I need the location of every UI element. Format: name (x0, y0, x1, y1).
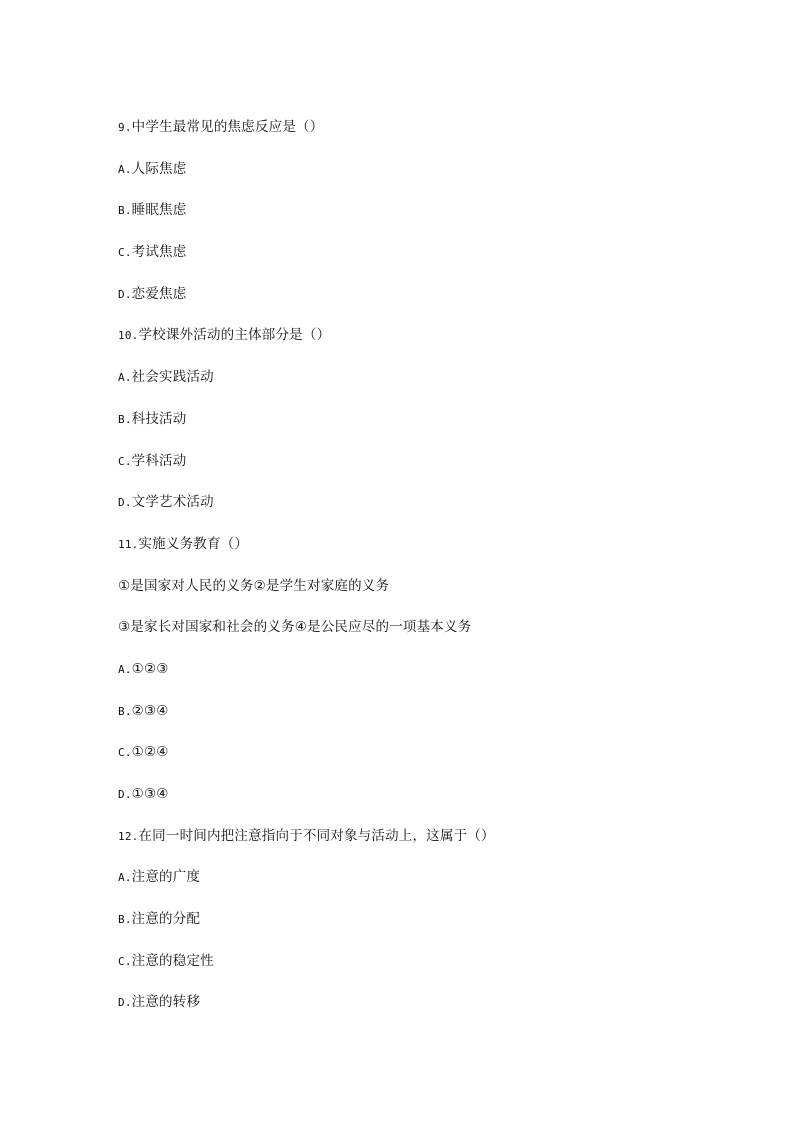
option-text: 文学艺术活动 (131, 494, 214, 511)
question-10-option-b (118, 409, 718, 451)
option-text: 考试焦虑 (131, 244, 187, 261)
question-text: 实施义务教育（） (138, 535, 249, 552)
option-text: 注意的转移 (131, 994, 201, 1011)
question-12-stem (118, 826, 718, 868)
question-9-option-b (118, 200, 718, 242)
question-12-option-d (118, 992, 718, 1034)
question-11-statement-2 (118, 617, 718, 659)
statement-text: ①是国家对人民的义务②是学生对家庭的义务 (118, 577, 390, 594)
question-number: 12. (118, 829, 139, 843)
option-text: ②③④ (131, 702, 169, 719)
question-text: 在同一时间内把注意指向于不同对象与活动上，这属于（） (138, 827, 495, 844)
question-12-option-c (118, 951, 718, 993)
question-11-option-b (118, 701, 718, 743)
option-letter: D. (118, 788, 132, 801)
question-10-option-c (118, 451, 718, 493)
question-12-option-a (118, 867, 718, 909)
question-text: 学校课外活动的主体部分是（） (138, 327, 331, 344)
option-text: 注意的广度 (131, 869, 201, 886)
question-number: 10. (118, 329, 139, 343)
option-letter: A. (118, 371, 132, 385)
question-10-option-a (118, 367, 718, 409)
option-letter: D. (118, 287, 132, 301)
option-text: ①③④ (131, 786, 169, 802)
question-text: 中学生最常见的焦虑反应是（） (131, 119, 324, 135)
question-9-option-c (118, 242, 718, 284)
option-letter: B. (118, 412, 132, 426)
option-letter: C. (118, 454, 132, 468)
option-letter: C. (118, 246, 132, 260)
option-letter: A. (118, 162, 132, 176)
option-text: 社会实践活动 (131, 369, 214, 386)
option-letter: A. (118, 871, 132, 885)
option-text: 人际焦虑 (131, 160, 187, 177)
option-letter: B. (118, 204, 132, 218)
option-text: 注意的稳定性 (131, 952, 214, 969)
question-9-stem (118, 117, 718, 159)
question-11-statement-1 (118, 576, 718, 618)
option-letter: D. (118, 496, 132, 510)
question-number: 11. (118, 537, 139, 551)
option-text: 睡眠焦虑 (131, 202, 187, 219)
option-letter: A. (118, 662, 132, 676)
option-text: 恋爱焦虑 (131, 285, 187, 302)
question-9-option-d (118, 284, 718, 326)
option-text: 科技活动 (131, 410, 187, 427)
option-letter: C. (118, 954, 132, 968)
option-letter: B. (118, 913, 132, 927)
question-9-option-a (118, 159, 718, 201)
question-11-option-a (118, 659, 718, 701)
question-11-stem (118, 534, 718, 576)
statement-text: ③是家长对国家和社会的义务④是公民应尽的一项基本义务 (118, 619, 472, 636)
document-page (118, 117, 718, 1034)
option-letter: D. (118, 996, 132, 1010)
question-12-option-b (118, 909, 718, 951)
question-11-option-d (118, 784, 718, 826)
question-11-option-c (118, 742, 718, 784)
option-letter: C. (118, 746, 132, 760)
option-text: ①②③ (131, 660, 169, 677)
option-text: 注意的分配 (131, 911, 201, 928)
question-number: 9. (118, 121, 132, 134)
option-text: 学科活动 (131, 452, 187, 469)
option-text: ①②④ (131, 744, 169, 761)
question-10-option-d (118, 492, 718, 534)
question-10-stem (118, 325, 718, 367)
option-letter: B. (118, 704, 132, 718)
